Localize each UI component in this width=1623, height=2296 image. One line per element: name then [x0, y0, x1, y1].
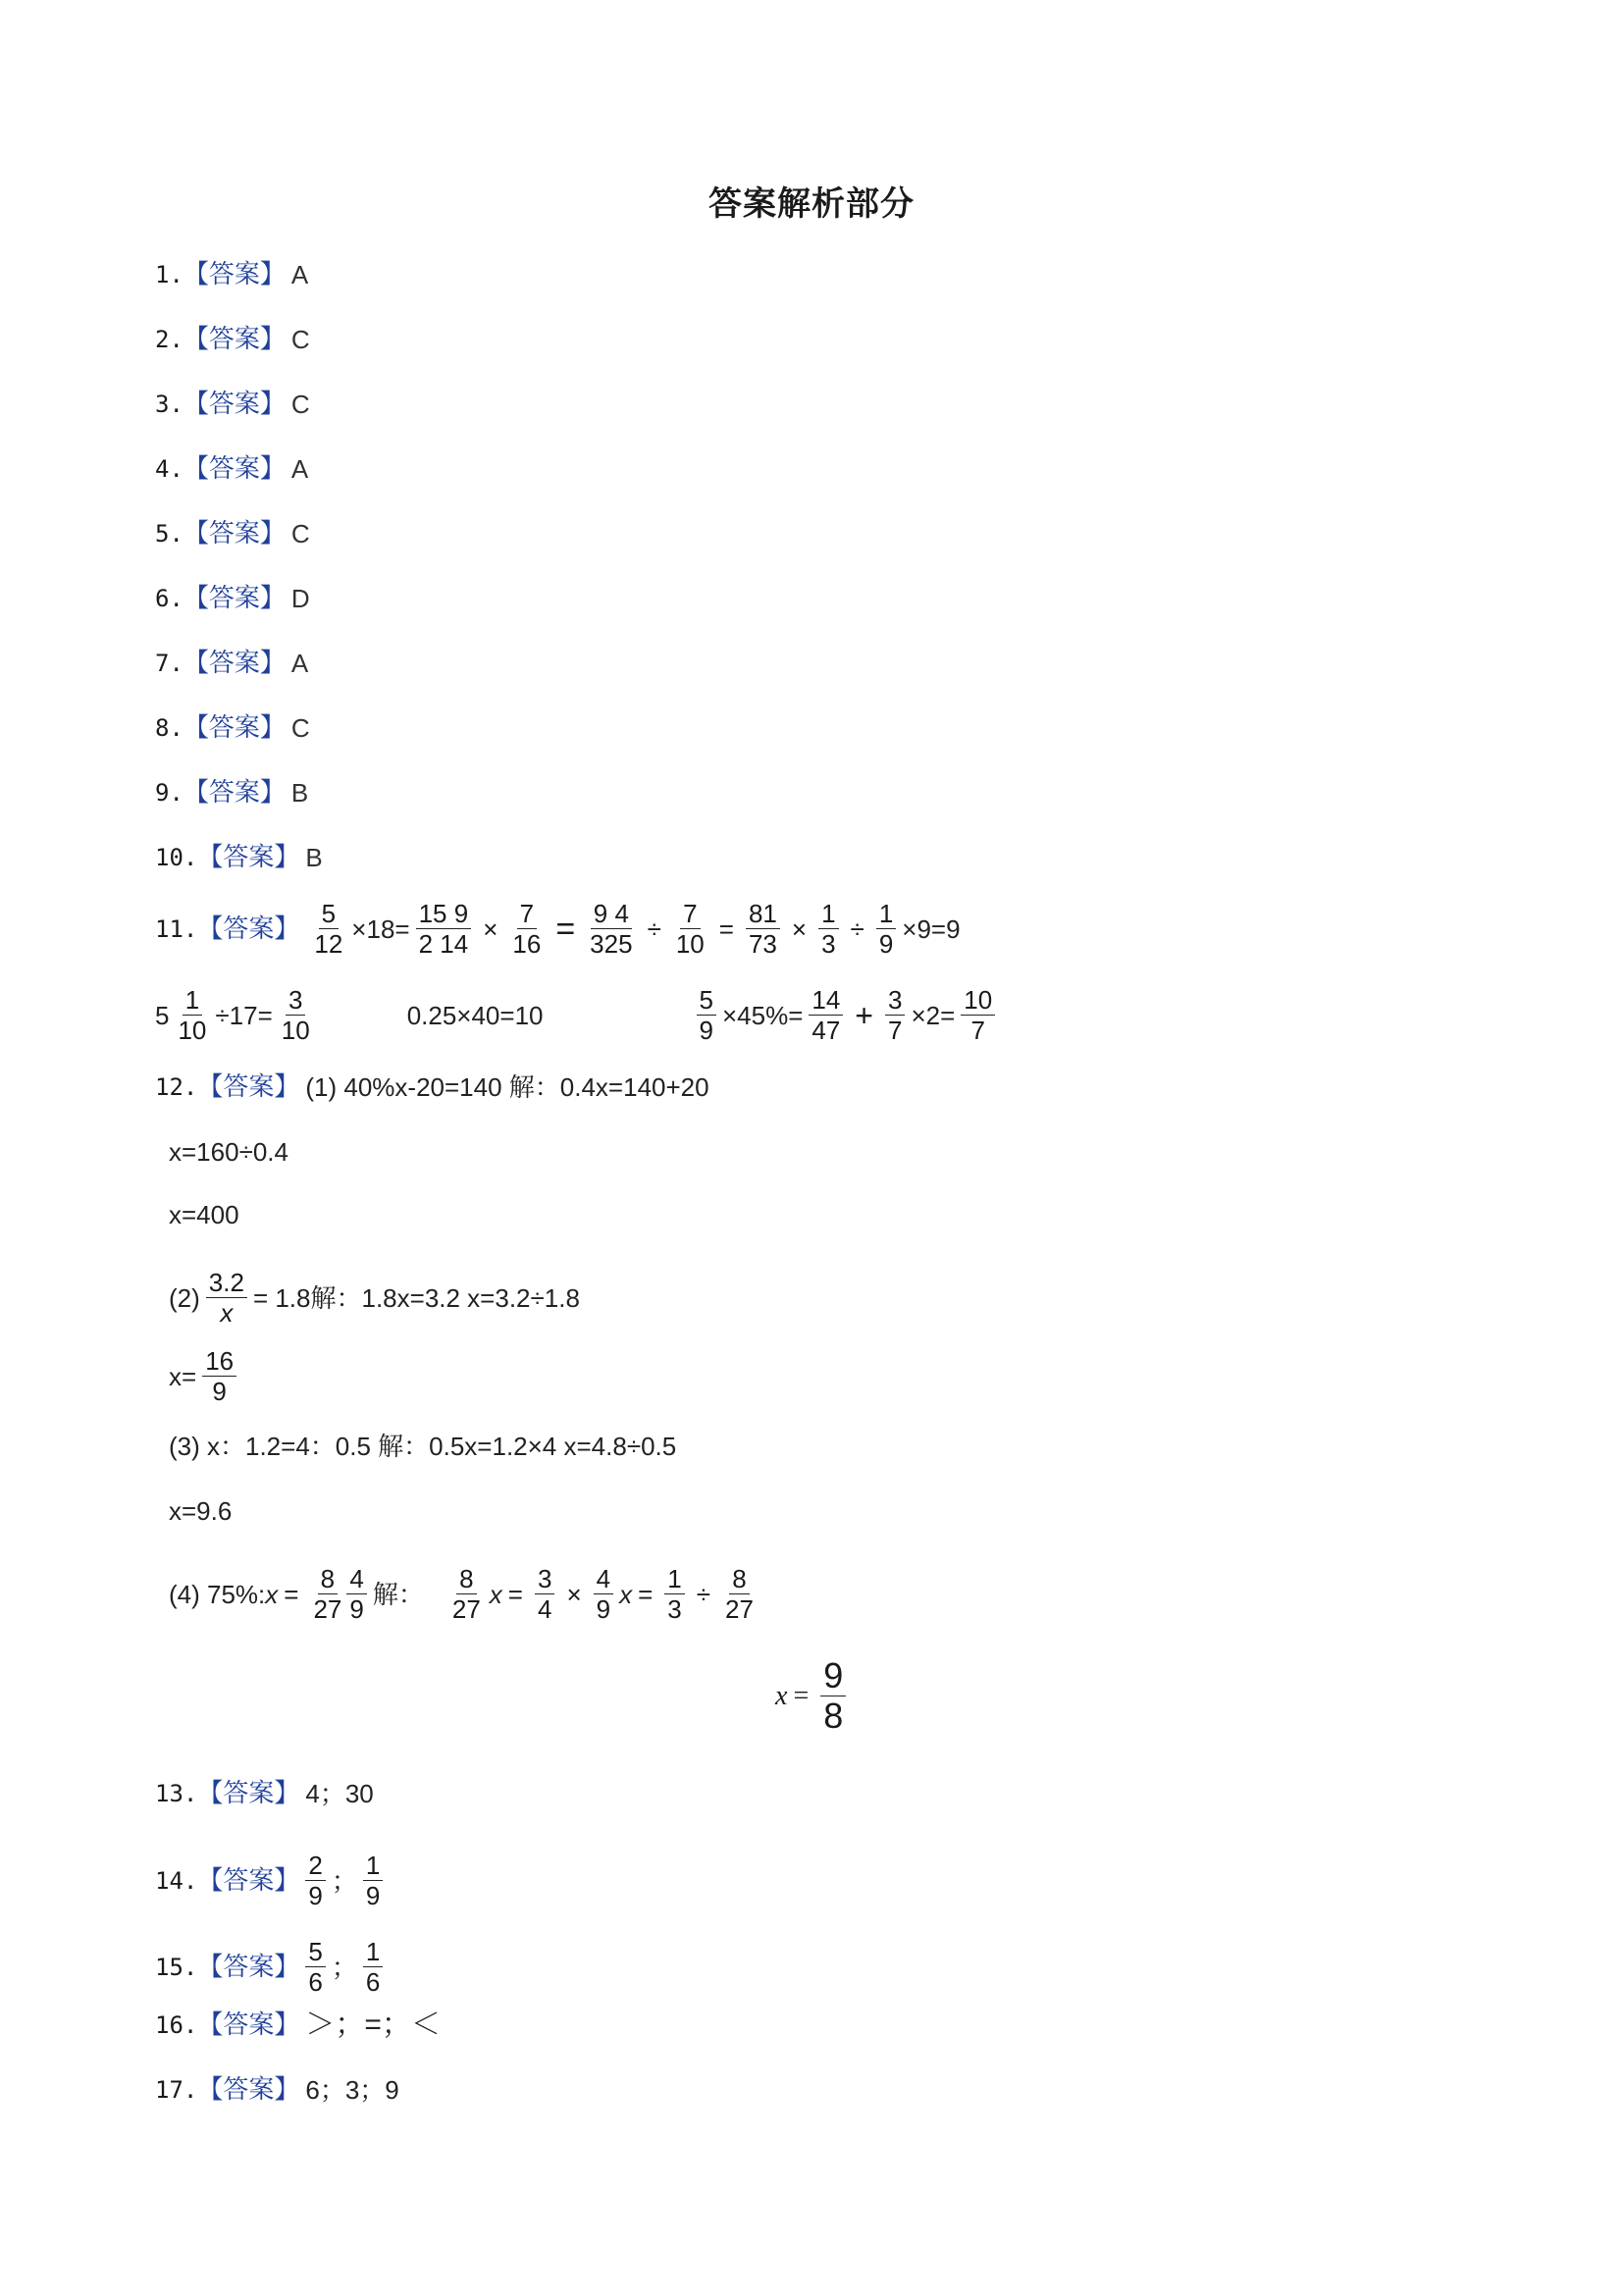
fraction: $\frac{1}{3}$: [664, 1564, 684, 1624]
answer-tag: 【答案】: [183, 325, 286, 354]
solution-line-3: (3) x：1.2=4：0.5 解：0.5x=1.2×4 x=4.8÷0.5: [169, 1432, 677, 1461]
fraction: $\frac{3}{7}$: [885, 985, 905, 1045]
answer-value: A: [290, 649, 309, 678]
solution-line: x=400: [169, 1200, 239, 1229]
answer-row-3: [155, 389, 310, 420]
answer-value: 6；3；9: [305, 2075, 399, 2105]
answer-row-8: [155, 712, 310, 744]
item-number: 5.: [155, 520, 183, 548]
answer-row-10: [155, 842, 323, 873]
operator: =: [555, 910, 576, 948]
solution-line: (1) 40%x-20=140 解：0.4x=140+20: [305, 1072, 709, 1102]
answer-tag: 【答案】: [197, 1865, 300, 1896]
answer-row-11-line2: [155, 985, 1001, 1045]
item-number: 10.: [155, 844, 198, 871]
fraction: $\frac{1}{6}$: [363, 1937, 383, 1997]
item-number: 6.: [155, 585, 183, 612]
answer-value: 4；30: [305, 1779, 374, 1808]
answer-tag: 【答案】: [183, 778, 286, 808]
item-number: 17.: [155, 2076, 198, 2104]
answer-value: B: [290, 778, 309, 808]
answer-tag: 【答案】: [183, 519, 286, 548]
whole-number: 5: [155, 1000, 170, 1030]
answer-tag: 【答案】: [197, 843, 300, 872]
fraction: $\frac{3}{4}$: [535, 1564, 554, 1624]
fraction: $\frac{10}{7}$: [961, 985, 995, 1045]
answer-tag: 【答案】: [183, 260, 286, 289]
item-number: 8.: [155, 714, 183, 742]
fraction: $\frac{16}{9}$: [202, 1346, 236, 1406]
item-number: 2.: [155, 326, 183, 353]
answer-row-1: [155, 259, 308, 290]
fraction: $\frac{3.2}{x}$: [206, 1268, 247, 1328]
answer-tag: 【答案】: [183, 390, 286, 419]
operator: ÷: [850, 913, 864, 944]
answer-value: C: [290, 390, 310, 419]
answer-tag: 【答案】: [197, 2075, 300, 2105]
answer-value: C: [290, 519, 310, 548]
answer-row-16: [155, 2009, 441, 2041]
solution-line-2: (2) $\frac{3.2}{x}$ = 1.8解：1.8x=3.2 x=3.2÷1.8: [169, 1268, 580, 1328]
fraction: $\frac{8}{27}$: [725, 1564, 754, 1624]
expression-text: ×9=9: [902, 913, 961, 944]
item-number: 1.: [155, 261, 183, 288]
operator: ×: [483, 913, 498, 944]
answer-tag: 【答案】: [183, 454, 286, 484]
answer-row-13: [155, 1778, 374, 1809]
expression-text: ×45%=: [721, 1000, 804, 1030]
fraction: $\frac{8}{27}$: [313, 1564, 342, 1624]
page-title: 答案解析部分: [708, 184, 915, 224]
final-result: x = $\frac{9}{8}$: [775, 1656, 852, 1736]
answer-value: B: [305, 843, 323, 872]
fraction: $\frac{81}{73}$: [746, 899, 780, 959]
fraction: $\frac{4}{9}$: [594, 1564, 613, 1624]
answer-row-6: [155, 583, 310, 614]
item-number: 3.: [155, 391, 183, 418]
answer-tag: 【答案】: [197, 1072, 300, 1102]
fraction: $\frac{7}{16}$: [512, 899, 542, 959]
answer-value: ＞；=；＜: [305, 2009, 441, 2041]
item-number: 12.: [155, 1073, 198, 1101]
expression-text: ×18=: [351, 913, 410, 944]
solution-line: x= $\frac{16}{9}$: [169, 1346, 242, 1406]
answer-row-2: [155, 324, 310, 355]
item-number: 13.: [155, 1780, 198, 1807]
answer-value: C: [290, 325, 310, 354]
answer-row-4: [155, 453, 308, 485]
operator: ÷: [647, 913, 661, 944]
item-number: 9.: [155, 779, 183, 807]
fraction: $\frac{14}{47}$: [809, 985, 843, 1045]
solution-line: x=160÷0.4: [169, 1137, 288, 1167]
answer-tag: 【答案】: [197, 1779, 300, 1808]
fraction: $\frac{9 4}{325}$: [590, 899, 633, 959]
item-number: 14.: [155, 1866, 198, 1895]
operator: +: [855, 997, 873, 1033]
answer-tag: 【答案】: [183, 713, 286, 743]
answer-value: D: [290, 584, 310, 613]
answer-row-9: [155, 777, 308, 809]
answer-row-14: 14. 【答案】 $\frac{2}{9}$ ； $\frac{1}{9}$: [155, 1851, 389, 1910]
fraction: $\frac{1}{3}$: [818, 899, 838, 959]
answer-row-12: [155, 1071, 709, 1103]
fraction: $\frac{5}{9}$: [697, 985, 716, 1045]
expression-text: ÷17=: [215, 1000, 273, 1030]
fraction: $\frac{1}{10}$: [178, 985, 207, 1045]
answer-row-5: [155, 518, 310, 549]
answer-row-7: [155, 648, 308, 679]
item-number: 15.: [155, 1953, 198, 1981]
item-number: 11.: [155, 914, 198, 943]
answer-value: A: [290, 260, 309, 289]
fraction: $\frac{1}{9}$: [876, 899, 896, 959]
solution-line: x=9.6: [169, 1496, 233, 1526]
answer-tag: 【答案】: [197, 913, 300, 944]
fraction: $\frac{2}{9}$: [305, 1851, 325, 1910]
fraction: $\frac{1}{9}$: [363, 1851, 383, 1910]
fraction: $\frac{9}{8}$: [820, 1656, 846, 1736]
solution-line-4: (4) 75%: x = $\frac{8}{27}$ $\frac{4}{9}$ 解： $\frac{8}{27}$ x = $\frac{3}{4}$ × $\frac{4}{9}$ x = $\frac{1}{3}$ ÷ $\frac{8}{27}$: [169, 1564, 762, 1624]
expression-text: ×2=: [911, 1000, 956, 1030]
fraction: $\frac{15 9}{2 14}$: [416, 899, 472, 959]
answer-row-15: 15. 【答案】 $\frac{5}{6}$ ； $\frac{1}{6}$: [155, 1937, 389, 1997]
answer-value: A: [290, 454, 309, 484]
fraction: $\frac{5}{6}$: [305, 1937, 325, 1997]
item-number: 16.: [155, 2011, 198, 2039]
item-number: 4.: [155, 455, 183, 483]
answer-tag: 【答案】: [183, 584, 286, 613]
item-number: 7.: [155, 650, 183, 677]
answer-row-11: [155, 899, 961, 959]
expression-text: 0.25×40=10: [406, 1000, 544, 1030]
fraction: $\frac{8}{27}$: [451, 1564, 481, 1624]
fraction: $\frac{7}{10}$: [675, 899, 705, 959]
operator: ×: [791, 913, 808, 944]
answer-tag: 【答案】: [197, 1952, 300, 1982]
operator: =: [718, 913, 734, 944]
fraction: $\frac{4}{9}$: [346, 1564, 366, 1624]
answer-tag: 【答案】: [183, 649, 286, 678]
answer-tag: 【答案】: [197, 2010, 300, 2040]
answer-row-17: [155, 2074, 399, 2106]
fraction: $\frac{5}{12}$: [314, 899, 343, 959]
fraction: $\frac{3}{10}$: [281, 985, 310, 1045]
answer-value: C: [290, 713, 310, 743]
